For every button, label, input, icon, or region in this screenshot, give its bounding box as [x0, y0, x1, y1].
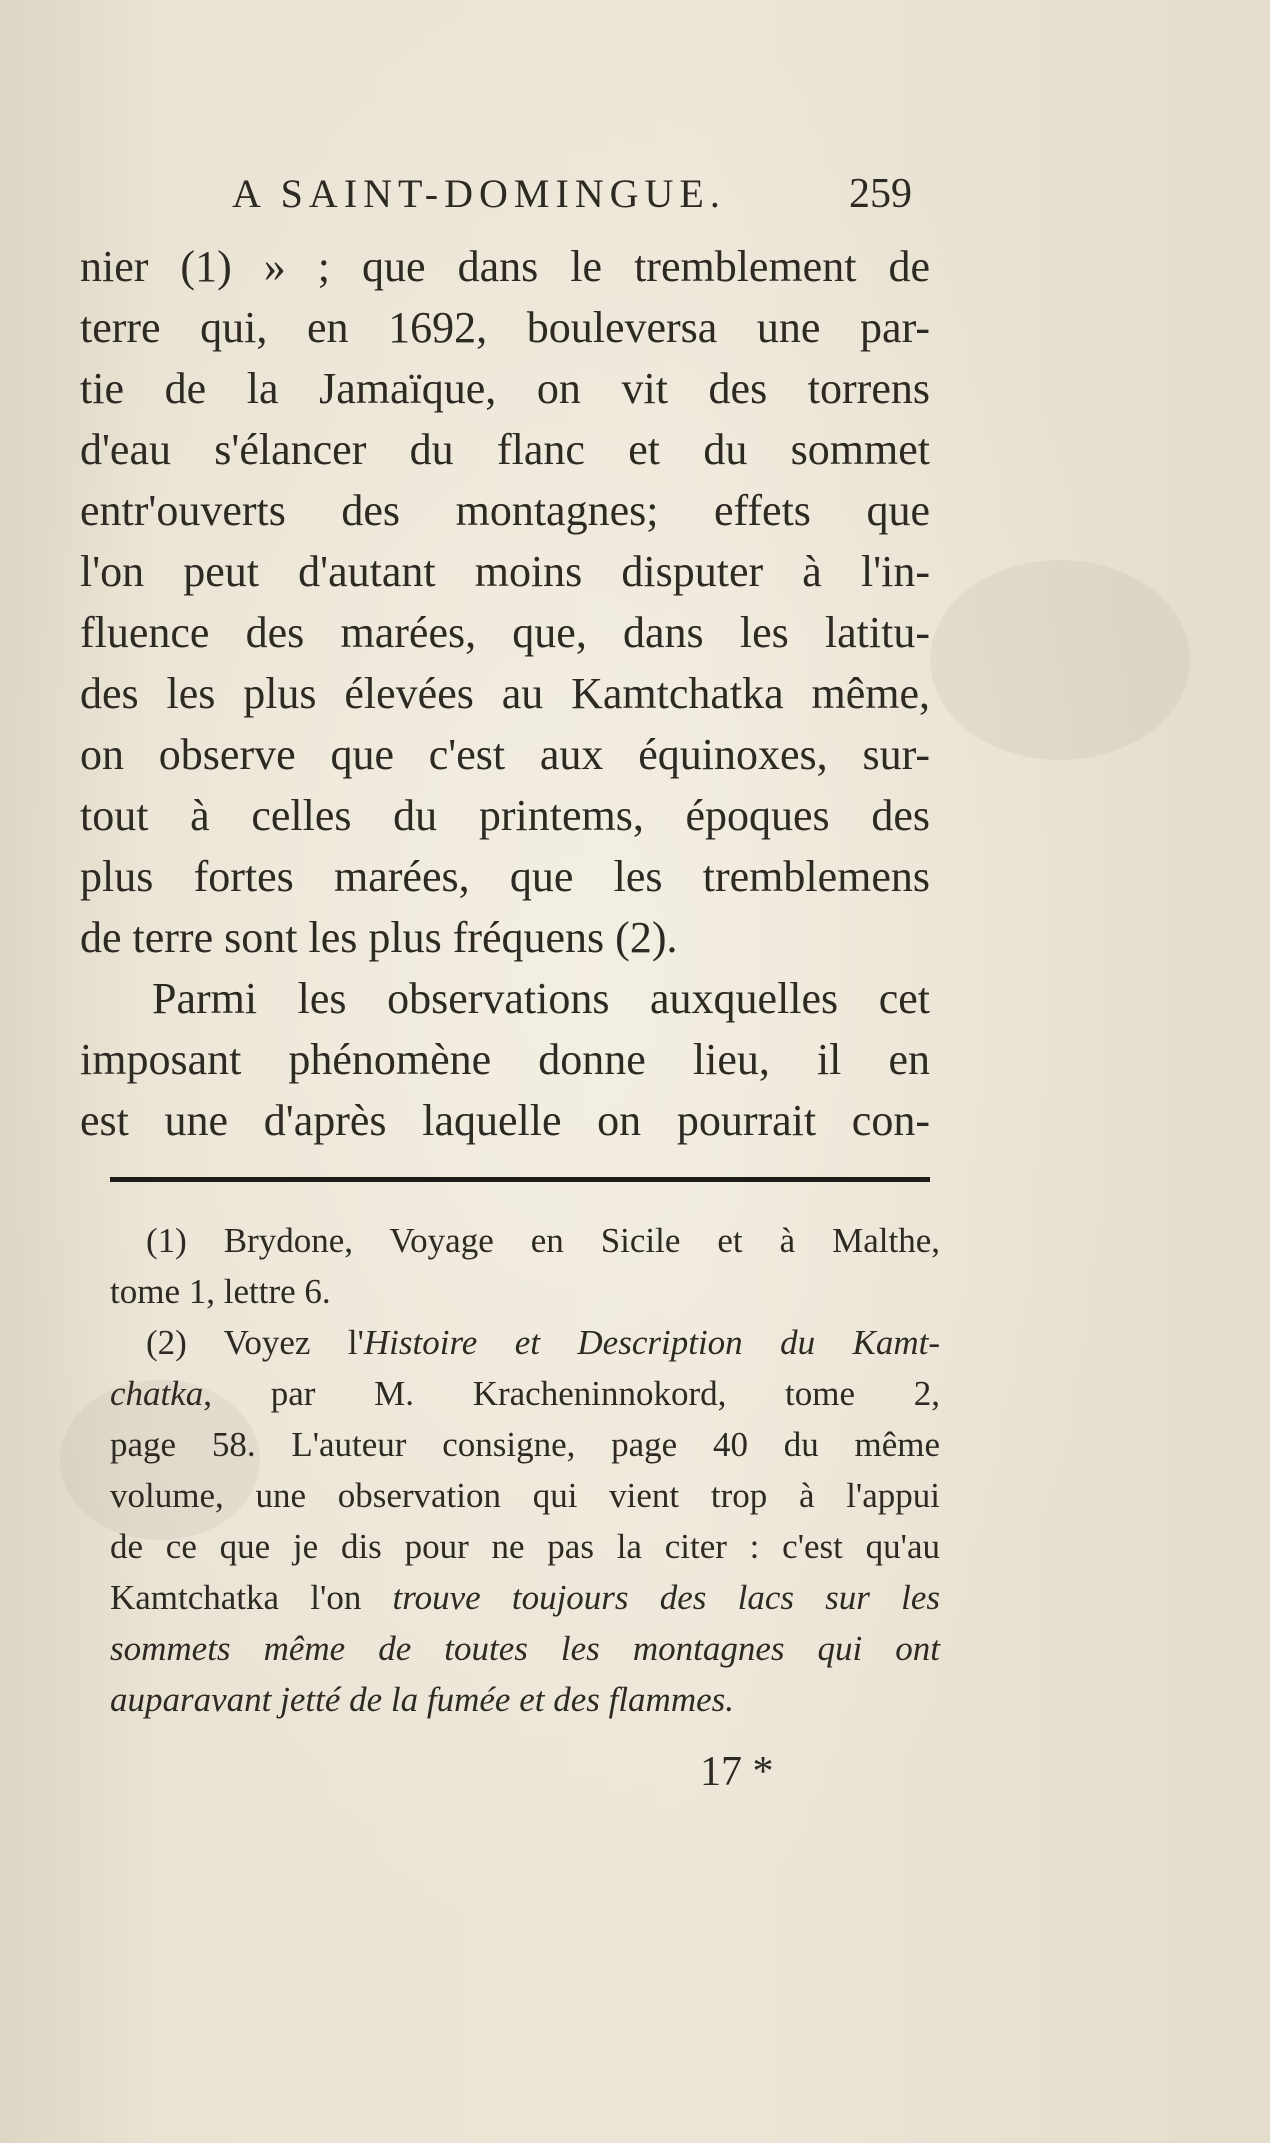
footnote-2-text: Kamtchatka l'on: [110, 1578, 393, 1617]
text-line: entr'ouverts des montagnes; effets que: [80, 486, 930, 535]
text-line: imposant phénomène donne lieu, il en: [80, 1035, 930, 1084]
text-line: Parmi les observations auxquelles cet: [152, 974, 930, 1023]
text-line: tout à celles du printems, époques des: [80, 791, 930, 840]
footnote-2-line: volume, une observation qui vient trop à l'appui: [110, 1476, 940, 1515]
footnote-2-italic: chatka: [110, 1374, 204, 1413]
text-line: des les plus élevées au Kamtchatka même,: [80, 669, 930, 718]
running-title: A SAINT-DOMINGUE.: [232, 171, 726, 216]
text-line: tie de la Jamaïque, on vit des torrens: [80, 364, 930, 413]
footnote-2-text: (2) Voyez l': [146, 1323, 364, 1362]
signature-mark: 17 *: [700, 1749, 774, 1795]
footnote-2-line: page 58. L'auteur consigne, page 40 du même: [110, 1425, 940, 1464]
text-line: l'on peut d'autant moins disputer à l'in-: [80, 547, 930, 596]
page-number: 259: [849, 171, 912, 217]
footnote-1-line: tome 1, lettre 6.: [110, 1272, 331, 1311]
footnote-2-line: [110, 1674, 940, 1725]
text-line: on observe que c'est aux équinoxes, sur-: [80, 730, 930, 779]
footnote-2-italic: trouve toujours des lacs sur les: [392, 1578, 940, 1617]
text-line: est une d'après laquelle on pourrait con-: [80, 1096, 930, 1145]
text-line: nier (1) » ; que dans le tremblement de: [80, 242, 930, 291]
paper-stain: [930, 560, 1190, 760]
footnote-2-line: [110, 1317, 940, 1368]
footnote-2-text: , par M. Kracheninnokord, tome 2,: [203, 1374, 940, 1413]
footnote-2-line: [110, 1368, 940, 1419]
footnote-rule: [110, 1177, 930, 1182]
main-text: [80, 236, 930, 1151]
text-line: plus fortes marées, que les tremblemens: [80, 852, 930, 901]
footnote-2-italic: auparavant jetté de la fumée et des flammes.: [110, 1680, 735, 1719]
text-line: d'eau s'élancer du flanc et du sommet: [80, 425, 930, 474]
footnote-2-italic: sommets même de toutes les montagnes qui ont: [110, 1629, 940, 1668]
footnote-2-line: [110, 1623, 940, 1674]
footnote-2-line: [110, 1572, 940, 1623]
footnote-1-line: (1) Brydone, Voyage en Sicile et à Malthe,: [146, 1221, 940, 1260]
text-line: de terre sont les plus fréquens (2).: [80, 913, 678, 962]
footnote-2-line: de ce que je dis pour ne pas la citer : c'est qu'au: [110, 1527, 940, 1566]
text-line: terre qui, en 1692, bouleversa une par-: [80, 303, 930, 352]
text-line: fluence des marées, que, dans les latitu-: [80, 608, 930, 657]
footnotes: [110, 1215, 940, 1725]
footnote-2-italic: Histoire et Description du Kamt-: [363, 1323, 941, 1362]
